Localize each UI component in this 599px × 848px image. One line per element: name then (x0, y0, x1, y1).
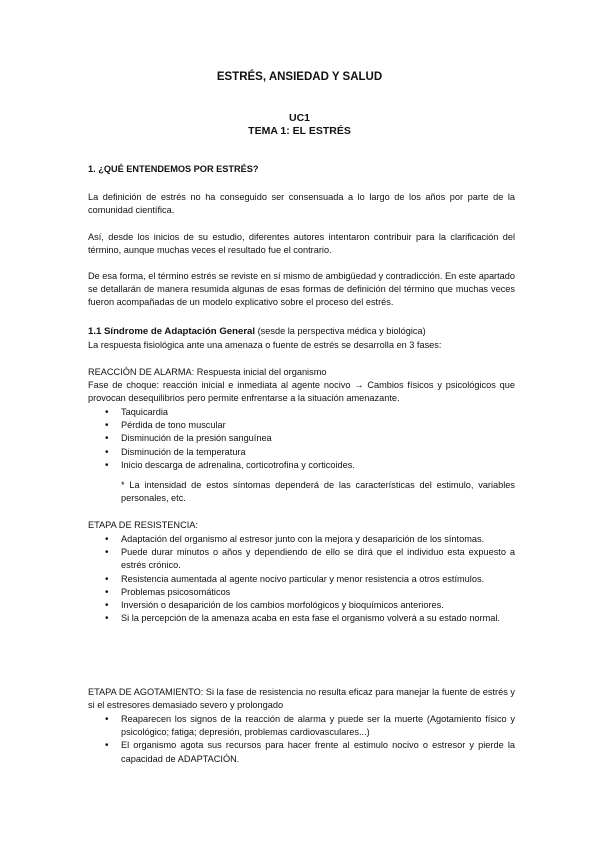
section-1-heading: 1. ¿QUÉ ENTENDEMOS POR ESTRÉS? (88, 164, 259, 174)
alarma-heading: REACCIÓN DE ALARMA: Respuesta inicial del organismo (88, 367, 327, 377)
list-item: • Disminución de la presión sanguínea (105, 432, 515, 445)
section-1-1-heading-rest: (sesde la perspectiva médica y biológica) (255, 326, 426, 336)
list-item: • Puede durar minutos o años y dependiendo de ello se dirá que el individuo esta expuesto a estrés crónico. (105, 546, 515, 572)
agotamiento-list (105, 713, 515, 766)
list-item: • El organismo agota sus recursos para hacer frente al estimulo nocivo o estresor y pierde la capacidad de ADAPTACIÓN. (105, 739, 515, 765)
section-1-paragraph-3: De esa forma, el término estrés se reviste en sí mismo de ambigüedad y contradicción. En este apartado se detallarán de manera resumida algunas de esas formas de definición del término que muchas veces fueron acompañadas de un modelo explicativo sobre el proceso del estrés. (88, 271, 515, 308)
list-item: • Pérdida de tono muscular (105, 419, 515, 432)
list-item: • Inversión o desaparición de los cambios morfológicos y bioquímicos anteriores. (105, 599, 515, 612)
alarma-text: Fase de choque: reacción inicial e inmediata al agente nocivo → Cambios físicos y psicológicos que provocan desequilibrios pero permite enfrentarse a la situación amenazante. (88, 380, 515, 404)
list-item: • Disminución de la temperatura (105, 446, 515, 459)
topic-title: TEMA 1: EL ESTRÉS (248, 125, 351, 137)
section-1-paragraph-2: Así, desde los inicios de su estudio, diferentes autores intentaron contribuir para la clarificación del término, aunque muchas veces el resultado fue el contrario. (88, 232, 515, 256)
section-1-1-heading-bold: 1.1 Síndrome de Adaptación General (88, 326, 256, 337)
section-1-paragraph-1: La definición de estrés no ha conseguido ser consensuada a lo largo de los años por parte de la comunidad científica. (88, 192, 515, 216)
section-1-1-intro: La respuesta fisiológica ante una amenaza o fuente de estrés se desarrolla en 3 fases: (88, 340, 442, 350)
list-item: • Problemas psicosomáticos (105, 586, 515, 599)
agotamiento-text: ETAPA DE AGOTAMIENTO: Si la fase de resistencia no resulta eficaz para manejar la fuente de estrés y si el estresores demasiado severo y prolongado (88, 687, 515, 711)
list-item: • Adaptación del organismo al estresor junto con la mejora y desaparición de los síntomas. (105, 533, 515, 546)
alarma-list (105, 406, 515, 472)
list-item: • Taquicardia (105, 406, 515, 419)
list-item: • Resistencia aumentada al agente nocivo particular y menor resistencia a otros estímulos. (105, 573, 515, 586)
section-1-1-heading (88, 325, 515, 338)
unit-code: UC1 (288, 112, 310, 124)
list-item: • Reaparecen los signos de la reacción de alarma y puede ser la muerte (Agotamiento físico y psicológico; fatiga; depresión, problemas cardiovasculares...) (105, 713, 515, 739)
resistencia-heading: ETAPA DE RESISTENCIA: (88, 520, 198, 530)
resistencia-list (105, 533, 515, 625)
document-title: ESTRÉS, ANSIEDAD Y SALUD (216, 71, 383, 83)
alarma-note: * La intensidad de estos síntomas dependerá de las características del estimulo, variables personales, etc. (121, 480, 515, 504)
list-item: • Inicio descarga de adrenalina, corticotrofina y corticoides. (105, 459, 515, 472)
list-item: • Si la percepción de la amenaza acaba en esta fase el organismo volverá a su estado normal. (105, 612, 515, 625)
